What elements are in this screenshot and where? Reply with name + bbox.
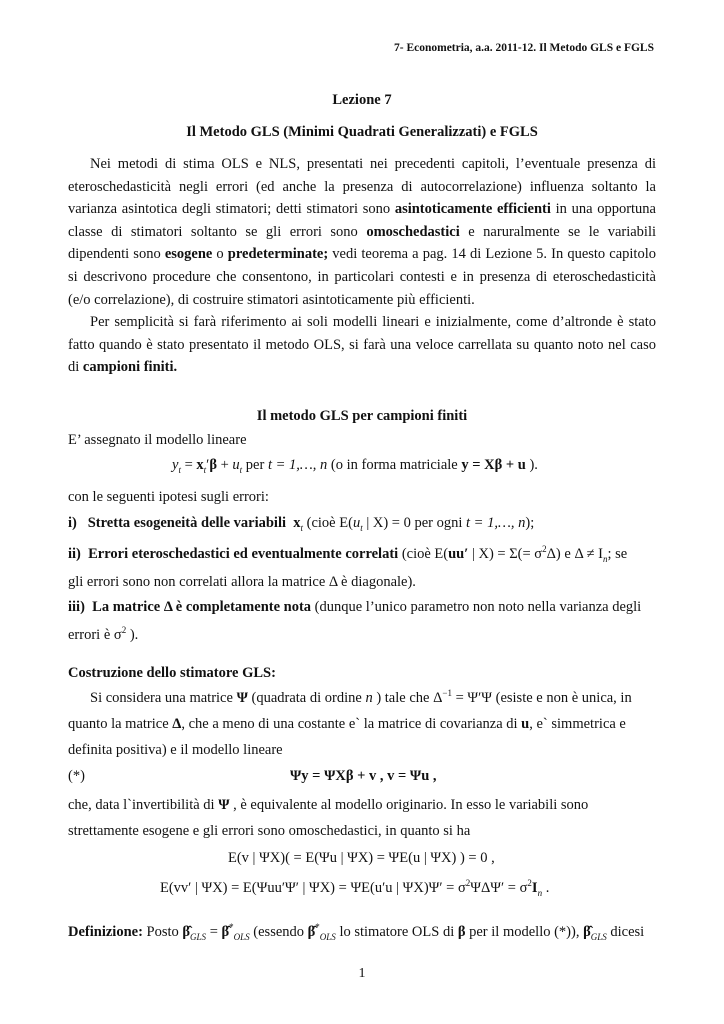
lesson-title: Lezione 7 <box>332 92 392 108</box>
model-star-label: (*) <box>68 768 85 784</box>
chapter-title: Il Metodo GLS (Minimi Quadrati Generalizzati) e FGLS <box>186 124 538 140</box>
intro-paragraph-2: Per semplicità si farà riferimento ai soli modelli lineari e inizialmente, come d’altronde è stato fatto quando è stato presentato il metodo OLS, si farà una veloce carrellata su quanto noto nel caso di campioni finiti. <box>68 314 656 376</box>
gls-line1: Si considera una matrice Ψ (quadrata di ordine n ) tale che $\Delta^{-1} = \Psi'\Psi$ (esiste e non è unica, in <box>90 688 632 706</box>
definition-line: Definizione: Posto $\betâ_{GLS}$ = $\betâ^*_{OLS}$ (essendo $\betâ^*_{OLS}$ lo stimatore OLS di β per il modello (*)), $\betâ_{GLS}$ dicesi <box>68 922 645 942</box>
equation-variance: E(vv′ | ΨX) = E(Ψuu′Ψ′ | ΨX) = ΨE(u′u | $\Psi X)\Psi' = \sigma^2\Psi\Delta\Psi' = \sigma^2I_n$ . <box>160 878 550 898</box>
model-intro: E’ assegnato il modello lineare <box>68 432 247 448</box>
section-finite-title: Il metodo GLS per campioni finiti <box>256 408 468 424</box>
model-star-equation: Ψy = ΨXβ + v , v = Ψu , <box>290 768 437 784</box>
hypothesis-iii: iii) La matrice Δ è completamente nota (dunque l’unico parametro non noto nella varianza degli <box>68 599 642 615</box>
model-equation: $y_t = x_t'\beta + u_t$ per t = 1,…, n (o in forma matriciale y = Xβ + u ). <box>172 457 538 475</box>
section-gls-title: Costruzione dello stimatore GLS: <box>68 665 276 681</box>
hypothesis-i: i) Stretta esogeneità delle variabili $x_t$ (cioè $E(u_t$ | X) = 0 per ogni t = 1,…, n); <box>68 515 535 533</box>
gls-line3: definita positiva) e il modello lineare <box>68 742 283 758</box>
intro-paragraph-1: Nei metodi di stima OLS e NLS, presentati nei precedenti capitoli, l’eventuale presenza di eteroschedasticità negli errori (ed anche la presenza di autocorrelazione) influenza soltanto la varianza asintotica degli stimatori; detti stimatori sono asintoticamente efficienti in una opportuna classe di stimatori soltanto se gli errori sono omoschedastici e naruralmente se le variabili dipendenti sono esogene o predeterminate; vedi teorema a pag. 14 di Lezione 5. In questo capitolo si descrivono procedure che consentono, in particolari contesti e in presenza di eteroschedasticità (e/o correlazione), di costruire stimatori asintoticamente più efficienti. <box>68 156 657 308</box>
running-header: 7- Econometria, a.a. 2011-12. Il Metodo GLS e FGLS <box>393 42 654 54</box>
hypothesis-iii-line2: errori è $\sigma^2$ ). <box>68 625 139 643</box>
equation-expectation: E(v | ΨX)( = E(Ψu | ΨX) = ΨE(u | ΨX) ) = 0 , <box>228 850 495 866</box>
intro-paragraphs <box>68 153 656 379</box>
gls-after-line2: strettamente esogene e gli errori sono omoschedastici, in quanto si ha <box>68 823 471 839</box>
hypothesis-ii: ii) Errori eteroschedastici ed eventualmente correlati (cioè E(uu′ | $X) = \Sigma(= \sigma^2\Delta)$ e $\Delta \ne I_n$; se <box>68 544 628 564</box>
gls-after-line1: che, data l`invertibilità di Ψ , è equivalente al modello originario. In esso le variabili sono <box>68 797 589 813</box>
gls-line2: quanto la matrice Δ, che a meno di una costante e` la matrice di covarianza di u, e` simmetrica e <box>68 716 626 732</box>
hypotheses-intro: con le seguenti ipotesi sugli errori: <box>68 489 269 505</box>
hypothesis-ii-line2: gli errori sono non correlati allora la matrice Δ è diagonale). <box>68 574 416 590</box>
page-number: 1 <box>358 966 366 981</box>
